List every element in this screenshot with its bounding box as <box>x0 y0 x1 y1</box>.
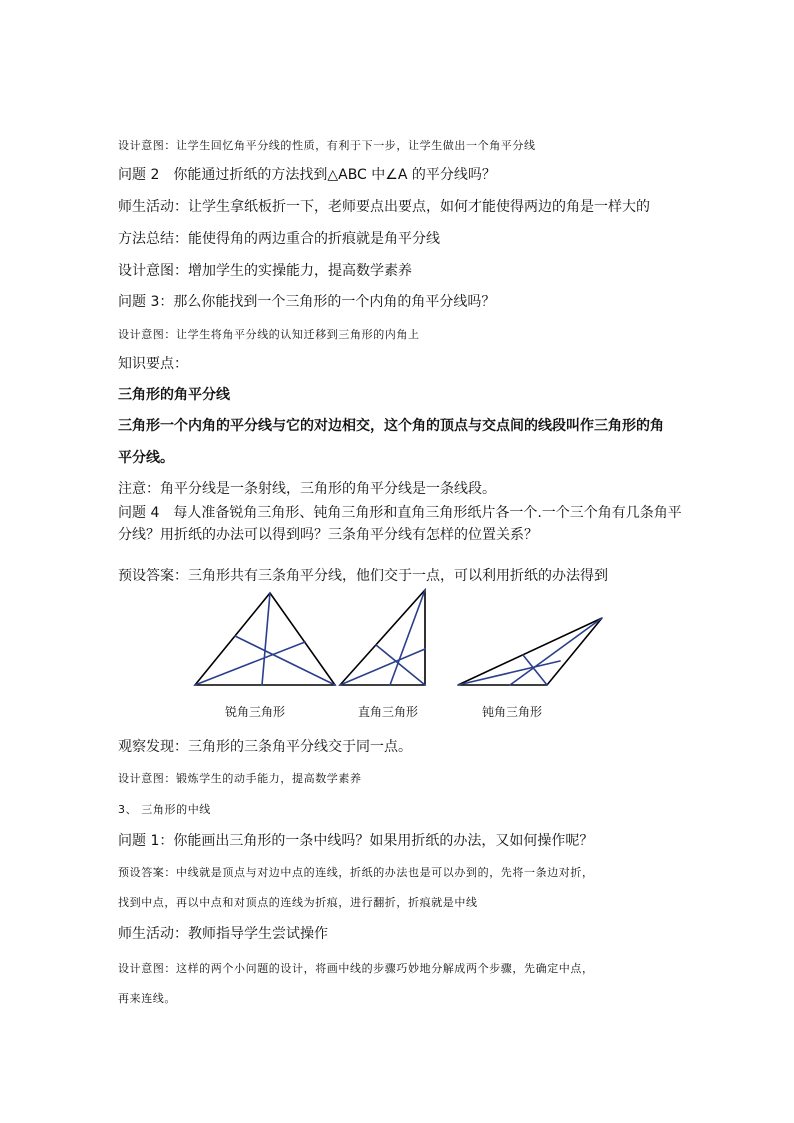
median-preset-answer-2: 找到中点，再以中点和对顶点的连线为折痕，进行翻折，折痕就是中线 <box>118 896 478 909</box>
acute-bisector-c <box>235 636 335 685</box>
question-3: 问题 3：那么你能找到一个三角形的一个内角的角平分线吗？ <box>118 294 496 310</box>
triangle-figure <box>180 585 620 725</box>
obtuse-bisector-c <box>523 655 547 685</box>
teacher-student-activity-1: 师生活动：让学生拿纸板折一下，老师要点出要点，如何才能使得两边的角是一样大的 <box>118 199 650 215</box>
question-4-line-1: 问题 4 每人准备锐角三角形、钝角三角形和直角三角形纸片各一个.一个三个角有几条角平 <box>118 505 682 521</box>
question-4-line-2: 分线？用折纸的办法可以得到吗？三条角平分线有怎样的位置关系？ <box>118 527 538 543</box>
design-intent-2: 设计意图：增加学生的实操能力，提高数学素养 <box>118 263 412 279</box>
obtuse-triangle <box>458 618 602 685</box>
method-summary: 方法总结：能使得角的两边重合的折痕就是角平分线 <box>118 231 440 247</box>
design-intent-5-line-2: 再来连线。 <box>118 992 176 1005</box>
median-preset-answer-1: 预设答案：中线就是顶点与对边中点的连线，折纸的办法也是可以办到的，先将一条边对折， <box>118 866 594 879</box>
question-2: 问题 2 你能通过折纸的方法找到△ABC 中∠A 的平分线吗？ <box>118 167 496 183</box>
definition-line-2: 平分线。 <box>118 450 174 466</box>
note: 注意：角平分线是一条射线，三角形的角平分线是一条线段。 <box>118 481 496 497</box>
observation: 观察发现：三角形的三条角平分线交于同一点。 <box>118 739 412 755</box>
design-intent-3: 设计意图：让学生将角平分线的认知迁移到三角形的内角上 <box>118 328 420 341</box>
design-intent-4: 设计意图：锻炼学生的动手能力，提高数学素养 <box>118 772 362 785</box>
right-triangle <box>340 590 425 685</box>
definition-line-1: 三角形一个内角的平分线与它的对边相交，这个角的顶点与交点间的线段叫作三角形的角 <box>118 418 664 434</box>
label-obtuse-triangle: 钝角三角形 <box>482 705 543 719</box>
design-intent-5-line-1: 设计意图：这样的两个小问题的设计，将画中线的步骤巧妙地分解成两个步骤，先确定中点， <box>118 962 594 975</box>
preset-answer-1: 预设答案：三角形共有三条角平分线，他们交于一点，可以利用折纸的办法得到 <box>118 568 608 584</box>
median-question-1: 问题 1：你能画出三角形的一条中线吗？如果用折纸的办法，又如何操作呢？ <box>118 833 594 849</box>
right-bisector-c <box>376 645 425 685</box>
acute-bisector-b <box>262 593 270 685</box>
label-right-triangle: 直角三角形 <box>358 705 419 719</box>
right-bisector-a <box>340 649 425 685</box>
label-acute-triangle: 锐角三角形 <box>225 705 286 719</box>
teacher-student-activity-2: 师生活动：教师指导学生尝试操作 <box>118 926 328 942</box>
section-heading-angle-bisector: 三角形的角平分线 <box>118 387 230 403</box>
section-heading-median: 3、 三角形的中线 <box>118 803 211 816</box>
design-intent-1: 设计意图：让学生回忆角平分线的性质，有利于下一步，让学生做出一个角平分线 <box>118 139 536 152</box>
key-points-label: 知识要点： <box>118 356 188 372</box>
acute-triangle <box>195 593 335 685</box>
